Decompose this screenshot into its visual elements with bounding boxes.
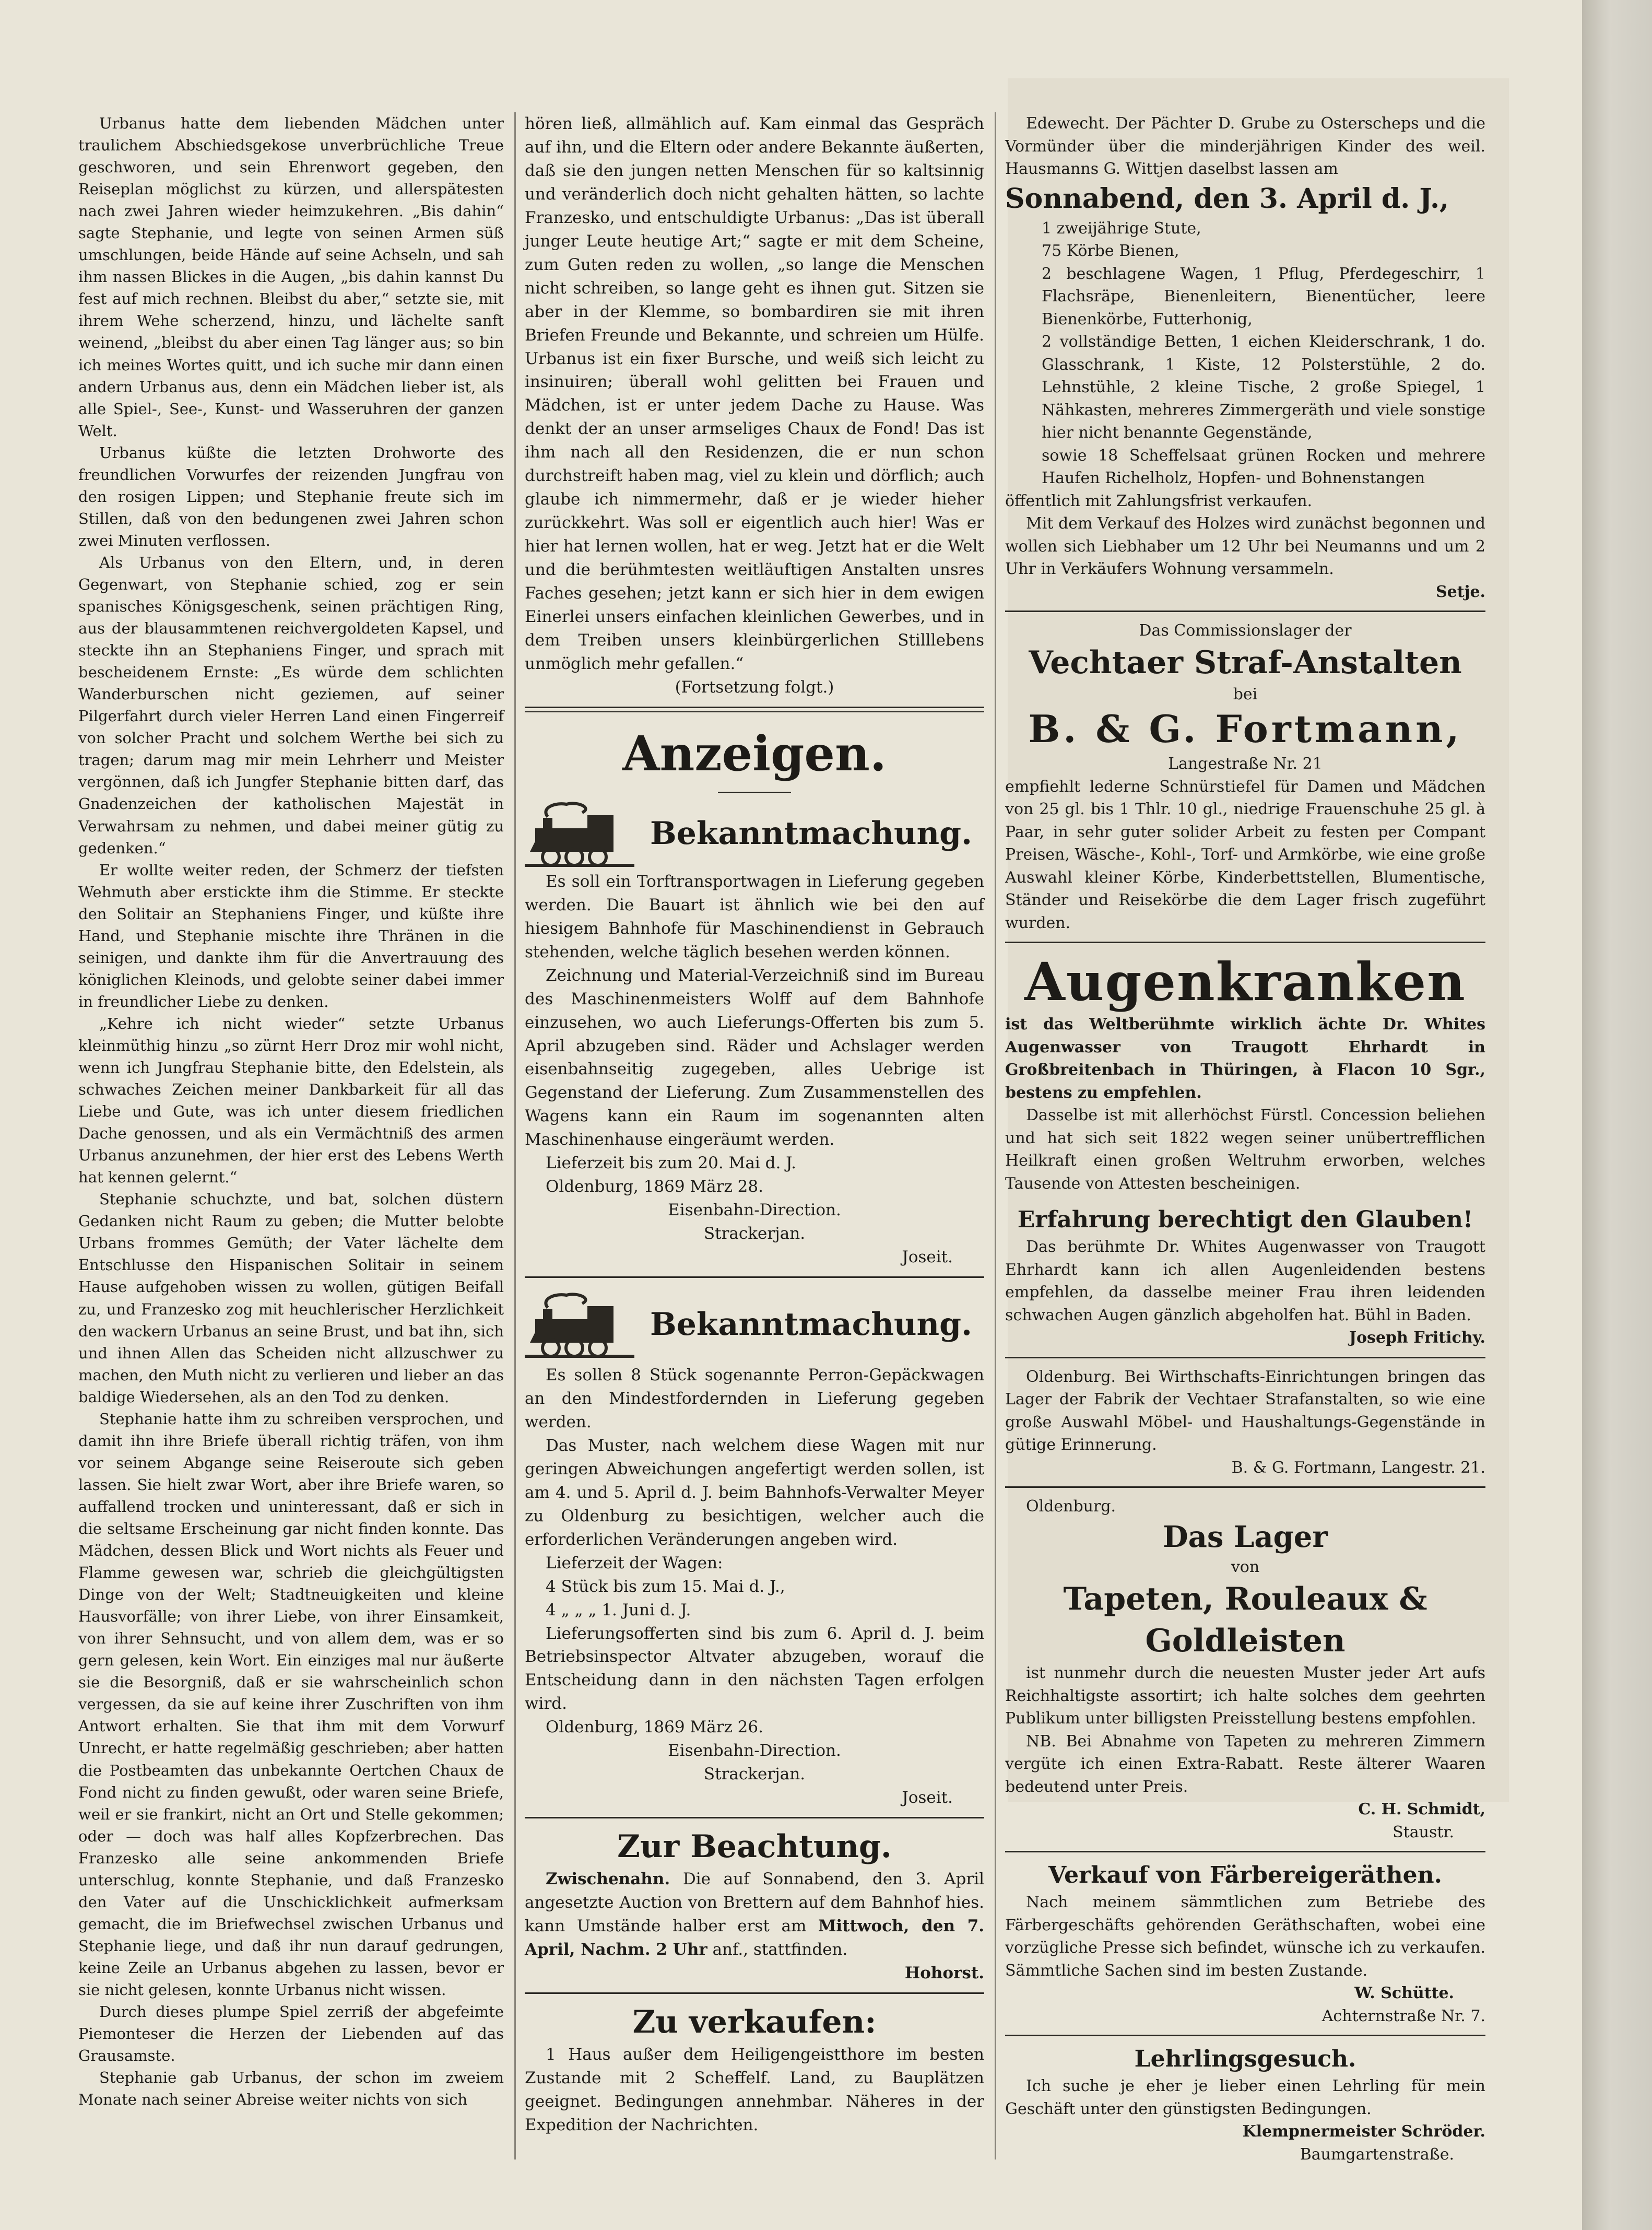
story-paragraph: Stephanie hatte ihm zu schreiben versprochen, und damit ihn ihre Briefe überall richtig träfen, von ihm vor seinem Abgange seine Reiseroute sich geben lassen. Sie hielt zwar Wort, aber ihre Briefe waren, so auffallend trocken und uninteressant, daß er sich in die seltsame Erscheinung gar nicht finden konnte. Das Mädchen, dessen Blick und Wort nichts als Feuer und Flamme gewesen war, schrieb die gleichgültigsten Dinge von der Welt; Stadtneuigkeiten und kleine Hausvorfälle; von ihrer Liebe, von ihrer Einsamkeit, von ihrer Sehnsucht, und von allem dem, was er so gern gelesen, kein Wort. Ein einziges mal nur äußerte sie die Besorgniß, daß er sie wahrscheinlich schon vergessen, da sie auf keine ihrer Zuschriften von ihm Antwort erhalten. Sie that ihm mit dem Vorwurf Unrecht, er hatte regelmäßig geschrieben; aber hatten die Postbeamten das unbekannte Oertchen Chaux de Fond nicht zu finden gewußt, oder waren seine Briefe, weil er sie frankirt, nicht an Ort und Stelle gekommen; oder — doch was half alles Kopfzerbrechen. Das Franzesko alle seine ankommenden Briefe unterschlug, konnte Stephanie, und daß Franzesko den Vater auf die Unschicklichkeit aufmerksam gemacht, die im Briefwechsel zwischen Urbanus und Stephanie liege, und daß ihr nun darauf gedrungen, keine Zeile an Urbanus abgehen zu lassen, bevor er sie nicht gelesen, konnte Urbanus nicht wissen. — [78, 1410, 504, 1999]
divider — [1005, 1851, 1485, 1852]
notice-text: Das Muster, nach welchem diese Wagen mit nur geringen Abweichungen angefertigt werden sollen, ist am 4. und 5. April d. J. beim Bahnhofs-Verwalter Meyer zu Oldenburg zu besichtigen, welcher auch die erforderlichen Veränderungen angeben wird. — [525, 1436, 984, 1549]
ad-text: Das berühmte Dr. Whites Augenwasser von Traugott Ehrhardt kann ich allen Augenleidenden bestens empfehlen, da dasselbe meiner Frau ihren leidenden schwachen Augen gänzlich abgeholfen hat. Bühl in Baden. — [1005, 1238, 1485, 1324]
signature: Setje. — [1436, 582, 1485, 601]
place-name: Oldenburg. — [1026, 1497, 1116, 1516]
street: Baumgartenstraße. — [1300, 2145, 1454, 2164]
issuer-name: Strackerjan. — [703, 1765, 806, 1784]
column-ads-middle — [525, 112, 984, 2137]
issuer-name: Strackerjan. — [703, 1224, 806, 1243]
signature: Klempnermeister Schröder. — [1242, 2122, 1485, 2141]
ad-pretitle: Das Commissionslager der — [1139, 621, 1352, 640]
signature: W. Schütte. — [1354, 1984, 1454, 2002]
story-paragraph: Urbanus hatte dem liebenden Mädchen unter traulichem Abschiedsgekose unverbrüchliche Treue geschworen, und sein Ehrenwort gegeben, den Reiseplan möglichst zu kürzen, und allerspätesten nach zwei Jahren wieder heimzukehren. „Bis dahin“ sagte Stephanie, und legte von seinen Armen süß umschlungen, beide Hände auf seine Achseln, und sah ihm nassen Blickes in die Augen, „bis dahin kannst Du fest auf mich rechnen. Bleibst du aber,“ setzte sie, mit ihrem Wehe scherzend, hinzu, und lächelte sanft weinend, „bleibst du aber einen Tag länger aus; so bin ich meines Wortes quitt, und ich suche mir dann einen andern Urbanus aus, denn ein Mädchen lieber ist, als alle Spiel-, See-, Kunst- und Wasseruhren der ganzen Welt. — [78, 114, 504, 440]
delivery-line: 4 Stück bis zum 15. Mai d. J., — [546, 1577, 785, 1596]
story-paragraph: Durch dieses plumpe Spiel zerriß der abgefeimte Piemonteser die Herzen der Liebenden auf das Grausamste. — [78, 2003, 504, 2065]
delivery-time: Lieferzeit bis zum 20. Mai d. J. — [546, 1154, 797, 1173]
notice-date: Oldenburg, 1869 März 28. — [546, 1177, 763, 1196]
notice-text: Lieferungsofferten sind bis zum 6. April d. J. beim Betriebsinspector Altvater abzugeben, worauf die Entscheidung dann in den nächsten Tagen erfolgen wird. — [525, 1624, 984, 1713]
column-rule — [514, 112, 516, 2159]
notice-title: Bekanntmachung. — [650, 815, 972, 852]
signature: Joseit. — [902, 1248, 953, 1267]
notice-title: Zu verkaufen: — [632, 2003, 877, 2040]
list-item: 75 Körbe Bienen, — [1042, 242, 1179, 260]
divider — [1005, 2035, 1485, 2036]
notice-text: Die auf Sonnabend, den 3. April angesetzte Auction von Brettern auf dem Bahnhof hies. kann Umstände halber erst am — [525, 1870, 984, 1936]
notice-text: Zeichnung und Material-Verzeichniß sind im Bureau des Maschinenmeisters Wolff auf dem Bahnhofe einzusehen, wo auch Lieferungs-Offerten bis zum 5. April abzugeben sind. Räder und Achslager werden eisenbahnseitig zugegeben, alles Uebrige ist Gegenstand der Lieferung. Zum Zusammenstellen des Wagens kann ein Raum im sogenannten alten Maschinenhause eingeräumt werden. — [525, 966, 984, 1149]
ad-title: Vechtaer Straf-Anstalten — [1029, 644, 1462, 681]
list-item: 2 beschlagene Wagen, 1 Pflug, Pferdegeschirr, 1 Flachsräpe, Bienenleitern, Bienentücher, leere Bienenkörbe, Futterhonig, — [1042, 264, 1485, 328]
issuer: Eisenbahn-Direction. — [668, 1741, 841, 1760]
ad-text: Dasselbe ist mit allerhöchst Fürstl. Concession beliehen und hat sich seit 1822 wegen seiner unübertrefflichen Heilkraft einen großen Weltruhm erworben, welches Tausende von Attesten bescheinigen. — [1005, 1106, 1485, 1193]
ad-text: Nach meinem sämmtlichen zum Betriebe des Färbergeschäfts gehörenden Geräthschaften, wobei eine vorzügliche Presse sich befindet, wünsche ich zu verkaufen. Sämmtliche Sachen sind im besten Zustande. — [1005, 1893, 1485, 1980]
firm-name: B. & G. Fortmann, — [1028, 707, 1462, 751]
auction-item-list — [1005, 217, 1485, 490]
ad-title: Tapeten, Rouleaux & Goldleisten — [1063, 1581, 1427, 1659]
story-paragraph: „Kehre ich nicht wieder“ setzte Urbanus kleinmüthig hinzu „so zürnt Herr Droz mir wohl nicht, wenn ich Jungfrau Stephanie bitte, den Edelstein, als schwaches Zeichen meiner Dankbarkeit für all das Liebe und Gute, was ich unter diesem friedlichen Dache genossen, und als ein Vermächtniß des armen Urbanus anzunehmen, der hier erst des Lebens Werth hat kennen gelernt.“ — [78, 1014, 504, 1187]
list-item: 1 zweijährige Stute, — [1042, 219, 1201, 238]
page-edge — [1582, 0, 1652, 2230]
locomotive-icon — [525, 797, 634, 870]
ad-title: Lehrlingsgesuch. — [1134, 2046, 1356, 2072]
ad-text: NB. Bei Abnahme von Tapeten zu mehreren Zimmern vergüte ich einen Extra-Rabatt. Reste älterer Waaren bedeutend unter Preis. — [1005, 1732, 1485, 1796]
ad-text: von — [1231, 1557, 1260, 1576]
auction-date: Mittwoch, den 7. April, Nachm. 2 Uhr — [525, 1917, 985, 1959]
ad-text: Ich suche je eher je lieber einen Lehrling für mein Geschäft unter den günstigsten Bedingungen. — [1005, 2077, 1485, 2118]
divider — [525, 1817, 984, 1818]
notice-text: anf., stattfinden. — [712, 1940, 848, 1959]
notice-header — [525, 1285, 984, 1364]
story-paragraph: Stephanie gab Urbanus, der schon im zweiem Monate nach seiner Abreise weiter nichts von sich — [78, 2069, 504, 2109]
ads-heading: Anzeigen. — [622, 725, 887, 782]
ad-text: Oldenburg. Bei Wirthschafts-Einrichtungen bringen das Lager der Fabrik der Vechtaer Strafanstalten, so wie eine große Auswahl Möbel- und Haushaltungs-Gegenstände in gütige Erinnerung. — [1005, 1367, 1485, 1454]
notice-title: Zur Beachtung. — [617, 1828, 892, 1865]
story-paragraph: Stephanie schuchzte, und bat, solchen düstern Gedanken nicht Raum zu geben; die Mutter belobte Urbans frommes Gemüth; der Vater lächelte dem Entschlusse den Hispanischen Solitair in seinem Hause aufgehoben wissen zu wollen, gütigen Beifall zu, und Franzesko zog mit heuchlerischer Herzlichkeit den wackern Urbanus an seine Brust, und bat ihn, sich und ihnen Allen das Scheiden nicht allzuschwer zu machen, den Muth nicht zu verlieren und lieber an das baldige Wiedersehen, als an den Tod zu denken. — [78, 1190, 504, 1406]
column-ads-right — [1005, 112, 1485, 2166]
street: Achternstraße Nr. 7. — [1321, 2006, 1485, 2025]
divider — [1005, 942, 1485, 943]
notice-text: Es soll ein Torftransportwagen in Lieferung gegeben werden. Die Bauart ist ähnlich wie bei den auf hiesigem Bahnhofe für Maschinendienst in Gebrauch stehenden, welche täglich besehen werden können. — [525, 872, 984, 961]
ad-text: bei — [1233, 685, 1258, 703]
divider — [525, 1276, 984, 1278]
signature: C. H. Schmidt, — [1358, 1800, 1485, 1818]
divider — [525, 1992, 984, 1994]
firm-address: Langestraße Nr. 21 — [1168, 755, 1323, 773]
story-paragraph: Er wollte weiter reden, der Schmerz der tiefsten Wehmuth aber erstickte ihm die Stimme. Er steckte den Solitair an Stephaniens Finger, und küßte ihre Hand, und Stephanie mischte ihre Thränen in die seinigen, und dankte ihm für die Anvertrauung des königlichen Kleinods, und gelobte seiner dabei immer in freundlicher Liebe zu denken. — [78, 861, 504, 1011]
list-item: sowie 18 Scheffelsaat grünen Rocken und mehrere Haufen Richelholz, Hopfen- und Bohnenstangen — [1042, 446, 1485, 487]
ad-title: Augenkranken — [1024, 951, 1466, 1013]
locomotive-icon — [525, 1285, 634, 1364]
ad-text: empfiehlt lederne Schnürstiefel für Damen und Mädchen von 25 gl. bis 1 Thlr. 10 gl., niedrige Frauenschuhe 25 gl. à Paar, in sehr guter solider Arbeit zu festen per Compant Preisen, Wäsche-, Kohl-, Torf- und Armkörbe, wie eine große Auswahl kleiner Körbe, Kinderbettstellen, Blumentische, Ständer und Reisekörbe die dem Lager frisch zugeführt wurden. — [1005, 777, 1485, 932]
notice-date: Oldenburg, 1869 März 26. — [546, 1718, 763, 1737]
ad-text: ist das Weltberühmte wirklich ächte Dr. Whites Augenwasser von Traugott Ehrhardt in Großbreitenbach in Thüringen, à Flacon 10 Sgr., bestens zu empfehlen. — [1005, 1015, 1485, 1102]
auction-intro: Edewecht. Der Pächter D. Grube zu Osterscheps und die Vormünder über die minderjährigen Kinder des weil. Hausmanns G. Wittjen daselbst lassen am — [1005, 114, 1485, 178]
ad-title: Verkauf von Färbereigeräthen. — [1048, 1862, 1442, 1888]
divider — [1005, 611, 1485, 612]
divider — [1005, 1357, 1485, 1358]
short-divider — [718, 792, 791, 793]
signature: Joseph Fritichy. — [1349, 1329, 1485, 1347]
street: Staustr. — [1393, 1823, 1454, 1841]
delivery-time: Lieferzeit der Wagen: — [546, 1553, 723, 1572]
signature: B. & G. Fortmann, Langestr. 21. — [1231, 1458, 1485, 1477]
divider — [525, 707, 984, 712]
divider — [1005, 1486, 1485, 1488]
delivery-line: 4 „ „ „ 1. Juni d. J. — [546, 1600, 691, 1619]
column-story — [78, 112, 504, 2110]
notice-header — [525, 797, 984, 870]
notice-title: Bekanntmachung. — [650, 1306, 972, 1343]
ad-title: Das Lager — [1163, 1519, 1328, 1554]
column-rule — [995, 112, 996, 2159]
ad-text: ist nunmehr durch die neuesten Muster jeder Art aufs Reichhaltigste assortirt; ich halte solches dem geehrten Publikum unter billigsten Preisstellung bestens empfohlen. — [1005, 1664, 1485, 1728]
notice-text: Es sollen 8 Stück sogenannte Perron-Gepäckwagen an den Mindestfordernden in Lieferung gegeben werden. — [525, 1366, 984, 1431]
notice-text: öffentlich mit Zahlungsfrist verkaufen. — [1005, 491, 1313, 510]
signature: Hohorst. — [904, 1963, 984, 1982]
notice-text: Mit dem Verkauf des Holzes wird zunächst begonnen und wollen sich Liebhaber um 12 Uhr bei Neumanns und um 2 Uhr in Verkäufers Wohnung versammeln. — [1005, 514, 1485, 578]
place-name: Zwischenahn. — [546, 1870, 670, 1889]
continuation-note: (Fortsetzung folgt.) — [675, 677, 834, 697]
story-continuation: hören ließ, allmählich auf. Kam einmal das Gespräch auf ihn, und die Eltern oder andere Bekannte äußerten, daß sie den jungen netten Menschen für so kaltsinnig und veränderlich doch nicht gehalten hätten, so lachte Franzesko, und entschuldigte Urbanus: „Das ist überall junger Leute heutige Art;“ sagte er mit dem Scheine, zum Guten reden zu wollen, „so lange die Menschen nicht schreiben, so lange geht es ihnen gut. Sitzen sie aber in der Klemme, so bombardiren sie mit ihren Briefen Freunde und Bekannte, und schreien um Hülfe. Urbanus ist ein fixer Bursche, und weiß sich leicht zu insinuiren; überall wohl gelitten bei Frauen und Mädchen, ist er unter jedem Dache zu Hause. Was denkt der an unser armseliges Chaux de Fond! Das ist ihm nach all den Residenzen, die er nun schon durchstreift haben mag, viel zu klein und dörflich; auch glaube ich nimmermehr, daß er je wieder hieher zurückkehrt. Was soll er eigentlich auch hier! Was er hier hat lernen wollen, hat er weg. Jetzt hat er die Welt und die berühmtesten weitläuftigen Anstalten unsres Faches gesehen; jetzt kann er sich hier in dem ewigen Einerlei unsers einfachen kleinlichen Gewerbes, und in dem Treiben unsers kleinbürgerlichen Stilllebens unmöglich mehr gefallen.“ — [525, 114, 984, 673]
list-item: 2 vollständige Betten, 1 eichen Kleiderschrank, 1 do. Glasschrank, 1 Kiste, 12 Polsterstühle, 2 do. Lehnstühle, 2 kleine Tische, 2 große Spiegel, 1 Nähkasten, mehreres Zimmergeräth und viele sonstige hier nicht benannte Gegenstände, — [1042, 333, 1485, 442]
auction-date: Sonnabend, den 3. April d. J., — [1005, 182, 1449, 215]
ad-subtitle: Erfahrung berechtigt den Glauben! — [1017, 1206, 1473, 1233]
story-paragraph: Urbanus küßte die letzten Drohworte des freundlichen Vorwurfes der reizenden Jungfrau von den rosigen Lippen; und Stephanie freute sich im Stillen, daß von den bedungenen zwei Jahren schon zwei Minuten verflossen. — [78, 443, 504, 549]
issuer: Eisenbahn-Direction. — [668, 1201, 841, 1220]
notice-text: 1 Haus außer dem Heiligengeistthore im besten Zustande mit 2 Scheffelf. Land, zu Bauplätzen geeignet. Bedingungen annehmbar. Näheres in der Expedition der Nachrichten. — [525, 2045, 984, 2134]
story-paragraph: Als Urbanus von den Eltern, und, in deren Gegenwart, von Stephanie schied, zog er sein spanisches Königsgeschenk, seinen prächtigen Ring, aus der blausammtenen reichvergoldeten Kapsel, und steckte ihn an Stephaniens Finger, und sprach mit bescheidenem Ernste: „Es würde dem schlichten Wanderburschen nicht geziemen, auf seiner Pilgerfahrt durch vieler Herren Land einen Fingerreif von solcher Pracht und solchem Werthe bei sich zu tragen; darum mag mir mein Lehrherr und Meister vergönnen, daß ich Jungfer Stephanie bitten darf, das Gnadenzeichen der katholischen Majestät in Verwahrsam zu nehmen, und dabei meiner gütig zu gedenken.“ — [78, 553, 504, 857]
signature: Joseit. — [902, 1788, 953, 1808]
